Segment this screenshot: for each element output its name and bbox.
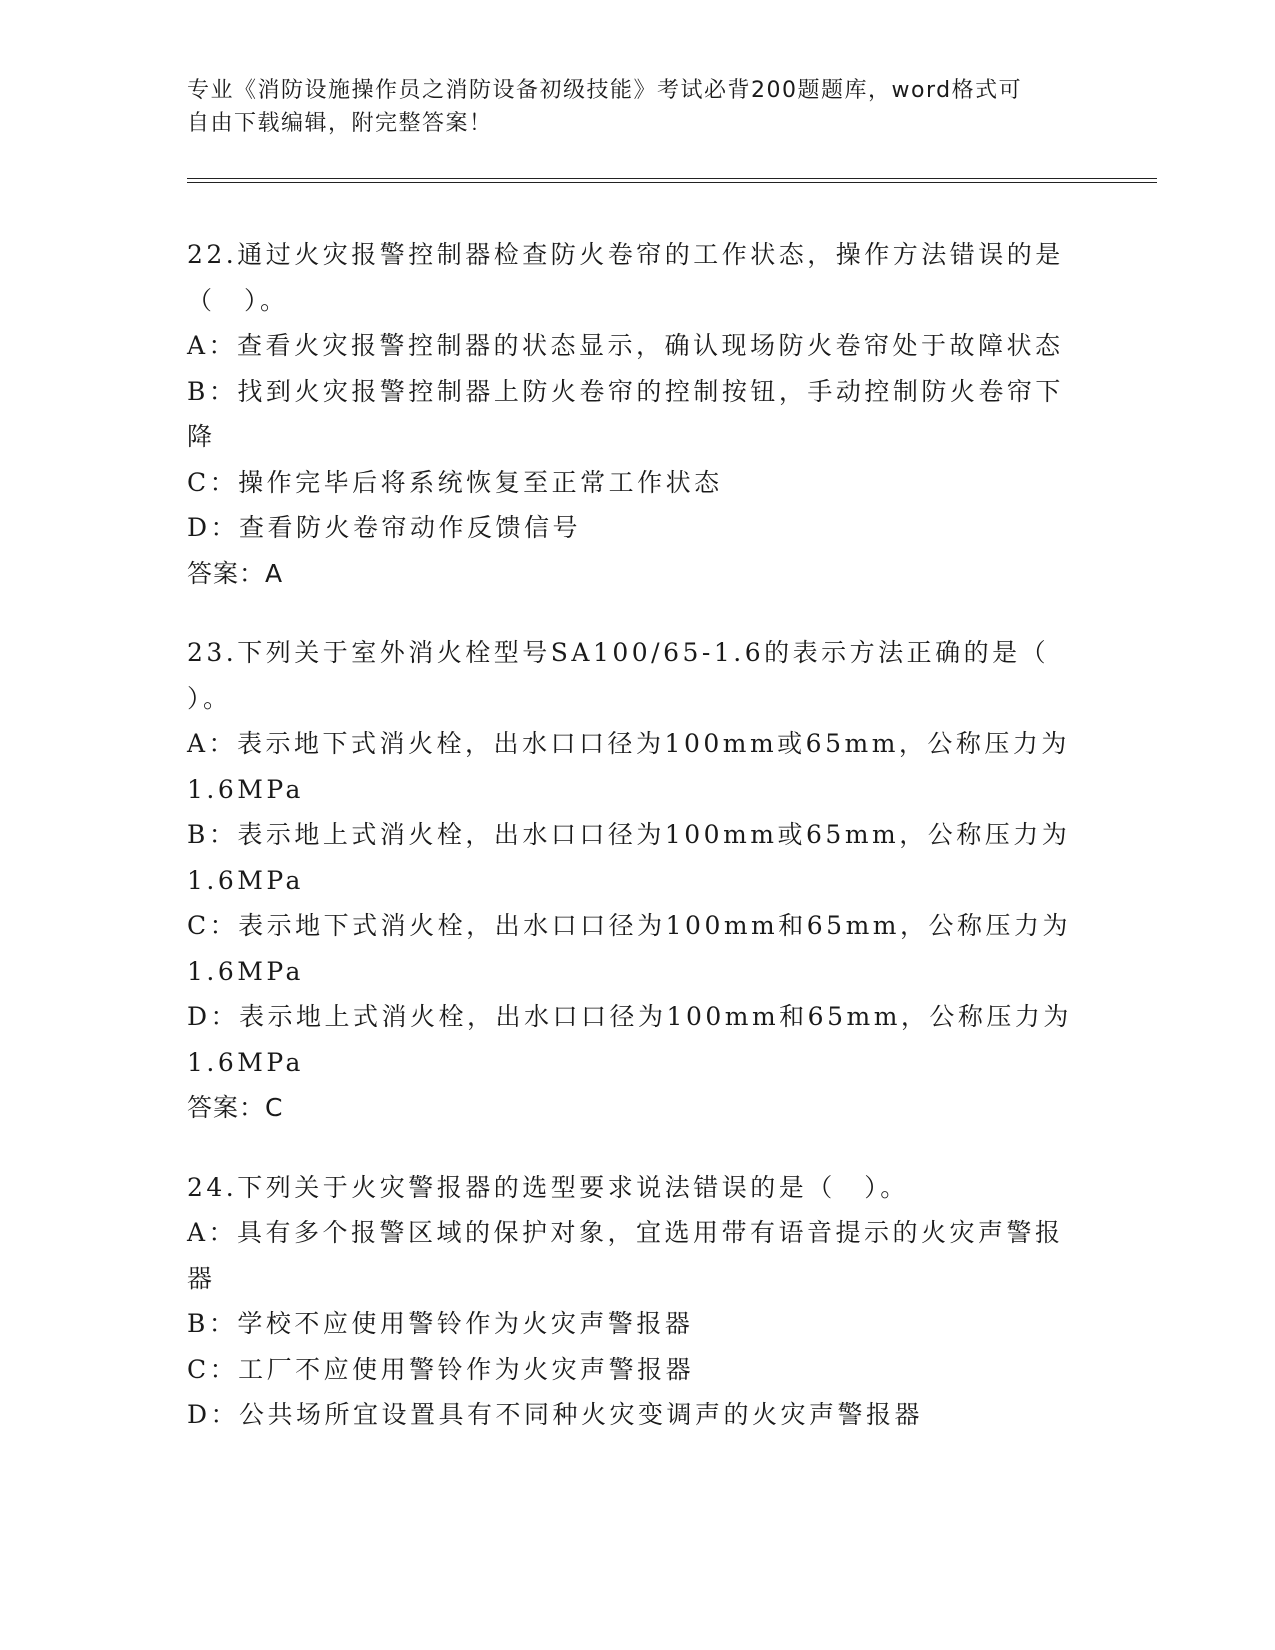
answer-option: D：表示地上式消火栓，出水口口径为100mm和65mm，公称压力为 [187,1002,1072,1031]
question-block [187,232,1087,596]
answer-key: 答案：A [187,558,284,588]
answer-option: 1.6MPa [187,774,304,804]
answer-option: A：表示地下式消火栓，出水口口径为100mm或65mm，公称压力为 [187,729,1070,758]
answer-option: 1.6MPa [187,956,304,986]
header-line-2: 自由下载编辑，附完整答案！ [187,111,493,136]
page-header [187,74,1067,140]
question-stem: 22.通过火灾报警控制器检查防火卷帘的工作状态，操作方法错误的是 [187,240,1064,269]
question-block [187,1165,1087,1438]
answer-option: B：表示地上式消火栓，出水口口径为100mm或65mm，公称压力为 [187,820,1071,849]
answer-key: 答案：C [187,1093,284,1122]
header-divider [187,178,1157,183]
answer-option: D：查看防火卷帘动作反馈信号 [187,513,582,542]
answer-option: B：找到火灾报警控制器上防火卷帘的控制按钮，手动控制防火卷帘下 [187,376,1064,406]
question-list [187,232,1087,1472]
answer-option: B：学校不应使用警铃作为火灾声警报器 [187,1309,694,1338]
answer-option: C：操作完毕后将系统恢复至正常工作状态 [187,467,723,497]
question-stem: （ ）。 [187,285,289,315]
answer-option: 1.6MPa [187,865,304,895]
answer-option: C：表示地下式消火栓，出水口口径为100mm和65mm，公称压力为 [187,911,1071,940]
answer-option: 器 [187,1263,216,1293]
question-block [187,630,1087,1131]
answer-option: C：工厂不应使用警铃作为火灾声警报器 [187,1354,695,1384]
question-stem: ）。 [187,683,232,713]
answer-option: 降 [187,422,216,451]
answer-option: 1.6MPa [187,1047,304,1077]
answer-option: A：具有多个报警区域的保护对象，宜选用带有语音提示的火灾声警报 [187,1218,1064,1247]
header-line-1: 专业《消防设施操作员之消防设备初级技能》考试必背200题题库，word格式可 [187,78,1023,103]
answer-option: A：查看火灾报警控制器的状态显示，确认现场防火卷帘处于故障状态 [187,331,1064,360]
question-stem: 23.下列关于室外消火栓型号SA100/65-1.6的表示方法正确的是（ [187,638,1050,667]
answer-option: D：公共场所宜设置具有不同种火灾变调声的火灾声警报器 [187,1400,924,1429]
question-stem: 24.下列关于火灾警报器的选型要求说法错误的是（ ）。 [187,1172,909,1202]
